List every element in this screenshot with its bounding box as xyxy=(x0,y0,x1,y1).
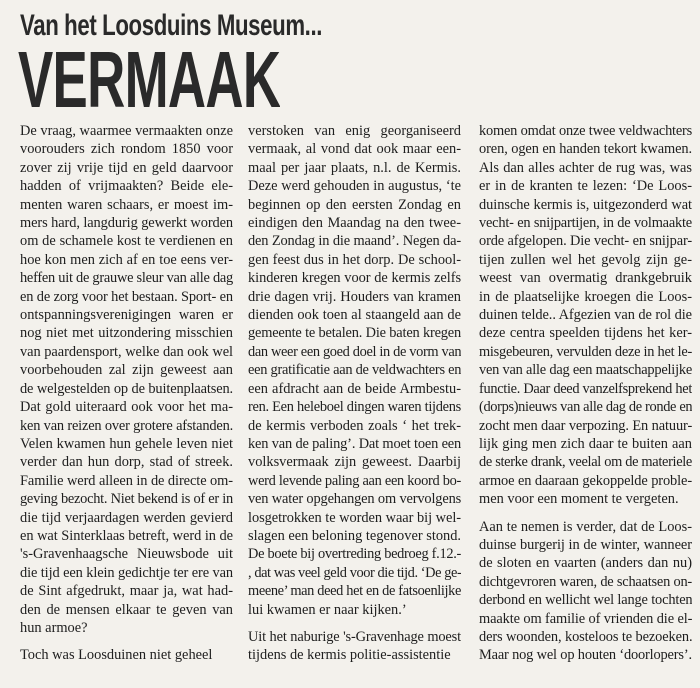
text-line: komen omdat onze twee veldwachters xyxy=(479,123,692,139)
text-line: drie dagen vrij. Houders van kramen xyxy=(248,288,461,305)
text-line: De vraag, waarmee vermaakten onze xyxy=(20,123,233,139)
paragraph xyxy=(248,122,461,619)
text-line: De boete bij overtreding bedroeg f.12.- xyxy=(248,546,461,563)
kicker-heading: Van het Loosduins Museum... xyxy=(20,9,323,42)
text-line: mers hard, langdurig gewerkt worden xyxy=(20,215,233,232)
text-line: dan weer een goed doel in de vorm van xyxy=(248,343,461,360)
headline: VERMAAK xyxy=(18,46,281,114)
text-line: weest van overmatig drankgebruik xyxy=(479,270,692,287)
text-line: nog niet met uitzondering misschien xyxy=(20,325,233,342)
article-column-2 xyxy=(248,122,461,674)
text-line: lui kwamen er naar kijken.’ xyxy=(248,601,407,618)
text-line: derbond en wellicht wel lange tochten xyxy=(479,592,692,609)
text-line: menten waren schaars, er moest im- xyxy=(20,196,233,213)
text-line: hadden of vrijmaakten? Beide ele- xyxy=(20,178,233,195)
text-line: de welgestelden op de buitenplaatsen. xyxy=(20,380,233,397)
text-line: heffen uit de grauwe sleur van alle dag xyxy=(20,270,233,287)
text-line: Deze werd gehouden in augustus, ‘te xyxy=(248,178,461,195)
text-line: eindigen den Maandag na den twee- xyxy=(248,215,461,232)
article-column-1 xyxy=(20,122,233,674)
text-line: de sloten en vaarten (anders dan nu) xyxy=(479,555,692,572)
text-line: men voor een moment te vergeten. xyxy=(479,491,679,508)
text-line: oren, ogen en handen tekort kwamen. xyxy=(479,141,692,158)
text-line: Velen kwamen hun gehele leven niet xyxy=(20,435,233,452)
text-line: geving bezocht. Niet bekend is of er in xyxy=(20,491,233,508)
text-line: die tijd verjaardagen werden gevierd xyxy=(20,509,233,526)
text-line: om de schamele kost te verdienen en xyxy=(20,233,233,250)
text-line: Familie werd alleen in de directe om- xyxy=(20,472,233,489)
text-line: hoe kon men zich af en toe eens ver- xyxy=(20,251,233,268)
text-line: den Zondag in die maand’. Negen da- xyxy=(248,233,461,250)
text-line: dienden ook toen al staangeld aan de xyxy=(248,307,461,324)
text-line: duinsche kermis is, uitgezonderd wat xyxy=(479,196,692,213)
text-line: vermaak, al vond dat ook maar een- xyxy=(248,141,461,158)
text-line: en wat Sinterklaas betreft, werd in de xyxy=(20,527,233,544)
text-line: een gratificatie aan de veldwachters en xyxy=(248,362,461,379)
text-line: (dorps)nieuws van alle dag de ronde en xyxy=(479,399,692,416)
text-line: de Sint afgedrukt, maar ja, wat had- xyxy=(20,583,233,600)
text-line: gemeente te betalen. Die baten kregen xyxy=(248,325,461,342)
text-line: ontspanningsverenigingen waren er xyxy=(20,307,233,324)
text-line: Toch was Loosduinen niet geheel xyxy=(20,647,213,664)
text-line: zover zij vrije tijd en geld daarvoor xyxy=(20,159,233,176)
text-line: dichtgevroren waren, de schaatsen on- xyxy=(479,573,692,590)
text-line: maakte om familie of vrienden die el- xyxy=(479,610,692,627)
text-line: kinderen kregen voor de kermis zelfs xyxy=(248,270,461,287)
text-line: orde afgelopen. Die vecht- en snijpar- xyxy=(479,233,692,250)
text-line: van paardensport, welke dan ook wel xyxy=(20,343,233,360)
paragraph xyxy=(20,646,233,664)
paragraph xyxy=(479,518,692,665)
text-line: een afdracht aan de beide Armbestu- xyxy=(248,380,461,397)
text-line: slagen een beloning tegenover stond. xyxy=(248,527,461,544)
text-line: ken van de paling’. Dat moet toen een xyxy=(248,435,461,452)
text-line: Als dan alles achter de rug was, was xyxy=(479,159,692,176)
text-line: armoe en daaraan gekoppelde proble- xyxy=(479,472,692,489)
paragraph xyxy=(248,628,461,665)
text-line: volksvermaak zijn geweest. Daarbij xyxy=(248,454,461,471)
text-line: de sterke drank, veelal om de materiele xyxy=(479,454,692,471)
text-line: in de plaatselijke kroegen die Loos- xyxy=(479,288,692,305)
text-line: en de zorg voor het bestaan. Sport- en xyxy=(20,288,233,305)
text-line: functie. Daar deed vanzelfsprekend het xyxy=(479,380,692,397)
text-line: maal per jaar plaats, n.l. de Kermis. xyxy=(248,159,461,176)
text-line: beginnen op den eersten Zondag en xyxy=(248,196,461,213)
text-line: tijen zullen wel het gevolg zijn ge- xyxy=(479,251,692,268)
text-line: verstoken van enig georganiseerd xyxy=(248,123,461,139)
text-line: 's-Gravenhaagsche Nieuwsbode uit xyxy=(20,546,233,563)
text-line: Uit het naburige 's-Gravenhage moest xyxy=(248,628,461,645)
text-line: Aan te nemen is verder, dat de Loos- xyxy=(479,518,692,535)
paragraph xyxy=(20,122,233,637)
text-line: tijdens de kermis politie-assistentie xyxy=(248,647,451,664)
text-line: de kermis verboden zoals ‘ het trek- xyxy=(248,417,461,434)
text-line: voorouders zich rondom 1850 voor xyxy=(20,141,233,158)
text-line: duinse burgerij in de winter, wanneer xyxy=(479,536,692,553)
text-line: lijk ging men zich daar te buiten aan xyxy=(479,435,692,452)
text-line: voorbehouden zal zijn geweest aan xyxy=(20,362,233,379)
text-line: Maar nog wel op houten ‘doorlopers’. xyxy=(479,647,692,664)
paragraph xyxy=(479,122,692,509)
text-line: , dat was veel geld voor die tijd. ‘De ge- xyxy=(248,564,461,581)
text-line: meene’ man deed het en de fatsoenlijke xyxy=(248,583,461,600)
article-column-3 xyxy=(479,122,692,674)
text-line: werd levende paling aan een koord bo- xyxy=(248,472,461,489)
text-line: ders woonden, kosteloos te bezoeken. xyxy=(479,628,692,645)
text-line: misgebeuren, vervulden deze in het le- xyxy=(479,343,692,360)
text-line: Dat gold uiteraard ook voor het ma- xyxy=(20,399,233,416)
text-line: zocht men daar verpozing. En natuur- xyxy=(479,417,692,434)
text-line: ven water opgehangen om vervolgens xyxy=(248,491,461,508)
text-line: ven van alle dag een maatschappelijke xyxy=(479,362,692,379)
text-line: gen feest dus in het dorp. De school- xyxy=(248,251,461,268)
text-line: ren. Een heleboel dingen waren tijdens xyxy=(248,399,461,416)
text-line: losgetrokken te worden waar bij wel- xyxy=(248,509,461,526)
text-line: duinen telde.. Afgezien van de rol die xyxy=(479,307,692,324)
text-line: deze centra speelden tijdens het ker- xyxy=(479,325,692,342)
text-line: die tijd een klein gedichtje ter ere van xyxy=(20,564,233,581)
text-line: den de mensen elkaar te geven van xyxy=(20,601,233,618)
text-line: hun armoe? xyxy=(20,619,88,636)
text-line: er in de kranten te lezen: ‘De Loos- xyxy=(479,178,692,195)
text-line: ken van reizen over grotere afstanden. xyxy=(20,417,233,434)
text-line: verder dan hun dorp, stad of streek. xyxy=(20,454,233,471)
text-line: vecht- en snijpartijen, in de volmaakte xyxy=(479,215,692,232)
